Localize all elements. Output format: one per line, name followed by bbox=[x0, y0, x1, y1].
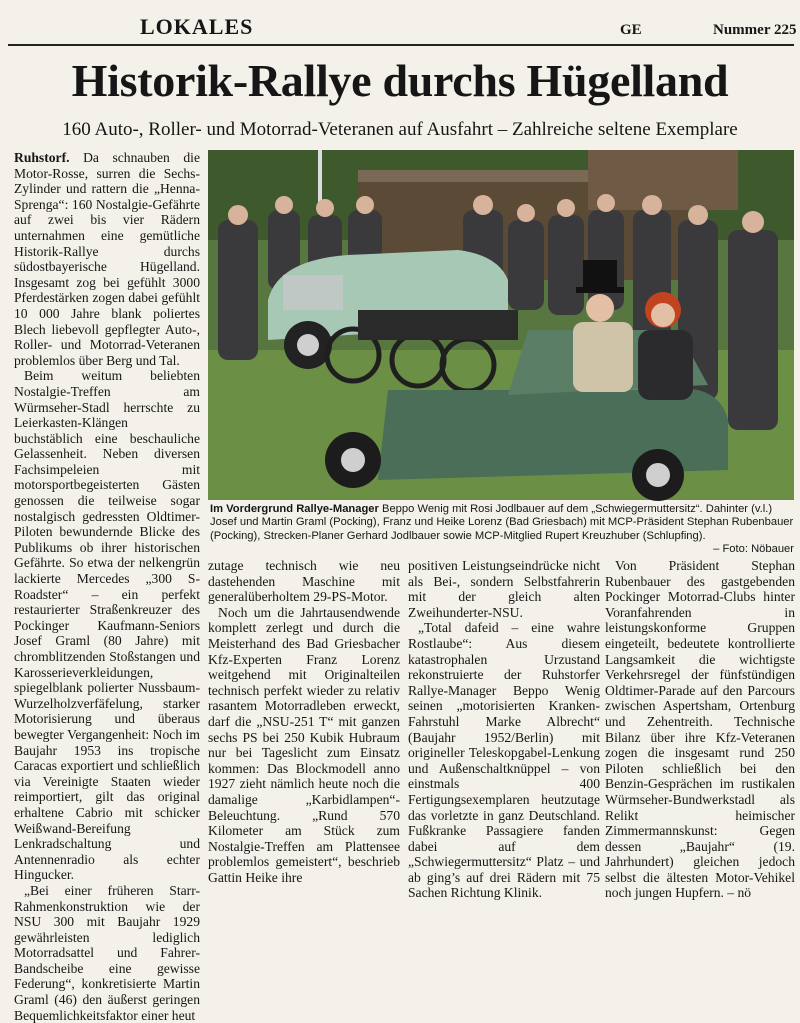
news-photo bbox=[208, 150, 794, 500]
paragraph: Noch um die Jahrtausendwende komplett zerlegt und durch die Meisterhand des Bad Griesbacher Kfz-Experten Franz Lorenz weitgehend mit Originalteilen technisch perfekt wieder zu relativ rasantem Motorradleben erweckt, darf die „NSU-251 T“ mit ganzen sechs PS bei 250 Kubik Hubraum nur bei Tageslicht zum Einsatz kommen: Das Blockmodell anno 1927 zieht nämlich heute noch die damalige „Karbidlampen“-Beleuchtung. „Rund 570 Kilometer am Stück zum Nostalgie-Treffen am Plattensee problemlos gemeistert“, beschrieb Gattin Heike ihre bbox=[208, 604, 400, 885]
paragraph: positiven Leistungseindrücke nicht als Bei-, sondern Selbstfahrerin mit der gleich alten Zweihunderter-NSU. bbox=[408, 558, 600, 620]
subheadline: 160 Auto-, Roller- und Motorrad-Veteranen auf Ausfahrt – Zahlreiche seltene Exemplare bbox=[62, 119, 738, 140]
header-rule bbox=[8, 44, 794, 46]
photo-illustration bbox=[208, 150, 794, 500]
section-label: LOKALES bbox=[140, 14, 254, 39]
article-column-1 bbox=[14, 150, 200, 1023]
caption-text: Beppo Wenig mit Rosi Jodlbauer auf dem „Schwiegermuttersitz“. Dahinter (v.l.) Josef und Martin Graml (Pocking), Franz und Heike Lorenz (Bad Griesbach) mit MCP-Präsident Stephan Rubenbauer (Pocking), Strecken-Planer Gerhard Jodlbauer sowie MCP-Mitglied Rupert Kreuzhuber (Schlupfing). bbox=[210, 503, 794, 542]
photo-credit: – Foto: Nöbauer bbox=[713, 543, 794, 555]
page-header bbox=[0, 0, 800, 44]
paragraph: Beim weitum beliebten Nostalgie-Treffen am Würmseher-Stadl herrschte zu Leierkasten-Klängen buchstäblich eine beschauliche Gelassenheit. Neben diversen Fachsimpeleien mit motorsportbegeisterten Gästen genossen die teilweise sogar nostalgisch gedressten Oldtimer-Piloten bewundernde Blicke des Publikums ob ihrer historischen Gefährte. So etwa der nelkengrün lackierte Mercedes „300 S-Roadster“ – ein perfekt restaurierter Straßenkreuzer des Pockinger Kaufmann-Seniors Josef Graml (80 Jahre) mit chromblitzenden Stoßstangen und Karosserieverkleidungen, spiegelblank polierter Nussbaum-Wurzelholzverfäfelung, starker Motorisierung und überaus bewegter Vergangenheit: Noch im Baujahr 1953 ins tropische Caracas exportiert und schließlich via Vereinigte Staaten wieder reimportiert, gilt das original erhaltene Cabrio mit schicker Weißwand-Bereifung Lenkradschaltung und Antennenradio als echter Hingucker. bbox=[14, 368, 200, 883]
paragraph: zutage technisch wie neu dastehenden Maschine mit generalüberholtem 29-PS-Motor. bbox=[208, 558, 400, 605]
edition-code: GE bbox=[620, 22, 642, 38]
caption-lead: Im Vordergrund Rallye-Manager bbox=[210, 503, 379, 515]
headline: Historik-Rallye durchs Hügelland bbox=[71, 55, 729, 106]
paragraph: Ruhstorf. Da schnauben die Motor-Rosse, surren die Sechs-Zylinder und rattern die „Henna-Sprenga“: 160 Nostalgie-Gefährte auf zwei bis vier Rädern unternahmen eine gemütliche Historik-Rallye durchs südostbayerische Hügelland. Insgesamt zog bei gefühlt 3000 Pferdestärken zogen dabei gefühlt 10 000 Jahre blank poliertes Blech liebevoll gepflegter Auto-, Roller- und Motorrad-Veteranen problemlos über Berg und Tal. bbox=[14, 150, 200, 368]
issue-number: Nummer 225 bbox=[713, 22, 797, 38]
article-column-3 bbox=[408, 558, 600, 901]
paragraph: Von Präsident Stephan Rubenbauer des gastgebenden Pockinger Motorrad-Clubs hinter Voranfahrenden in leistungskonforme Gruppen eingeteilt, bedeutete kontrollierte Langsamkeit die wichtigste Verkehrsregel der fünfstündigen Oldtimer-Parade auf den Parcours zwischen Aspertsham, Ortenburg und Zehentreith. Technische Bilanz über ihre Kfz-Veteranen zogen die insgesamt rund 250 Piloten schließlich bei den Benzin-Gesprächen im rustikalen Würmseher-Bundwerkstadl als Relikt heimischer Zimmermannskunst: Gegen dessen „Baujahr“ (19. Jahrhundert) gleichen jedoch selbst die ältesten Motor-Vehikel noch jungen Hupfern. – nö bbox=[605, 558, 795, 901]
article-column-4 bbox=[605, 558, 795, 901]
paragraph: „Bei einer früheren Starr-Rahmenkonstruktion wie der NSU 300 mit Baujahr 1929 gewährleisten lediglich Motorradsattel und Fahrer-Bandscheibe eine gewisse Federung“, konkretisierte Martin Graml (46) den äußerst geringen Bequemlichkeitsfaktor einer heut bbox=[14, 882, 200, 1023]
article-column-2 bbox=[208, 558, 400, 885]
paragraph: „Total dafeid – eine wahre Rostlaube“: Aus diesem katastrophalen Urzustand rekonstruierte der Ruhstorfer Rallye-Manager Beppo Wenig seinen „motorisierten Kranken-Fahrstuhl Marke Albrecht“ (Baujahr 1952/Berlin) mit origineller Teleskopgabel-Lenkung und Außenschaltknüppel – von einstmals 400 Fertigungsexemplaren heutzutage das vorletzte in ganz Deutschland. Fußkranke Passagiere fanden dabei auf dem „Schwiegermuttersitz“ Platz – und ab ging’s auf drei Rädern mit 75 Sachen Richtung Klinik. bbox=[408, 620, 600, 901]
photo-caption bbox=[210, 503, 795, 543]
dateline: Ruhstorf. bbox=[14, 150, 70, 165]
